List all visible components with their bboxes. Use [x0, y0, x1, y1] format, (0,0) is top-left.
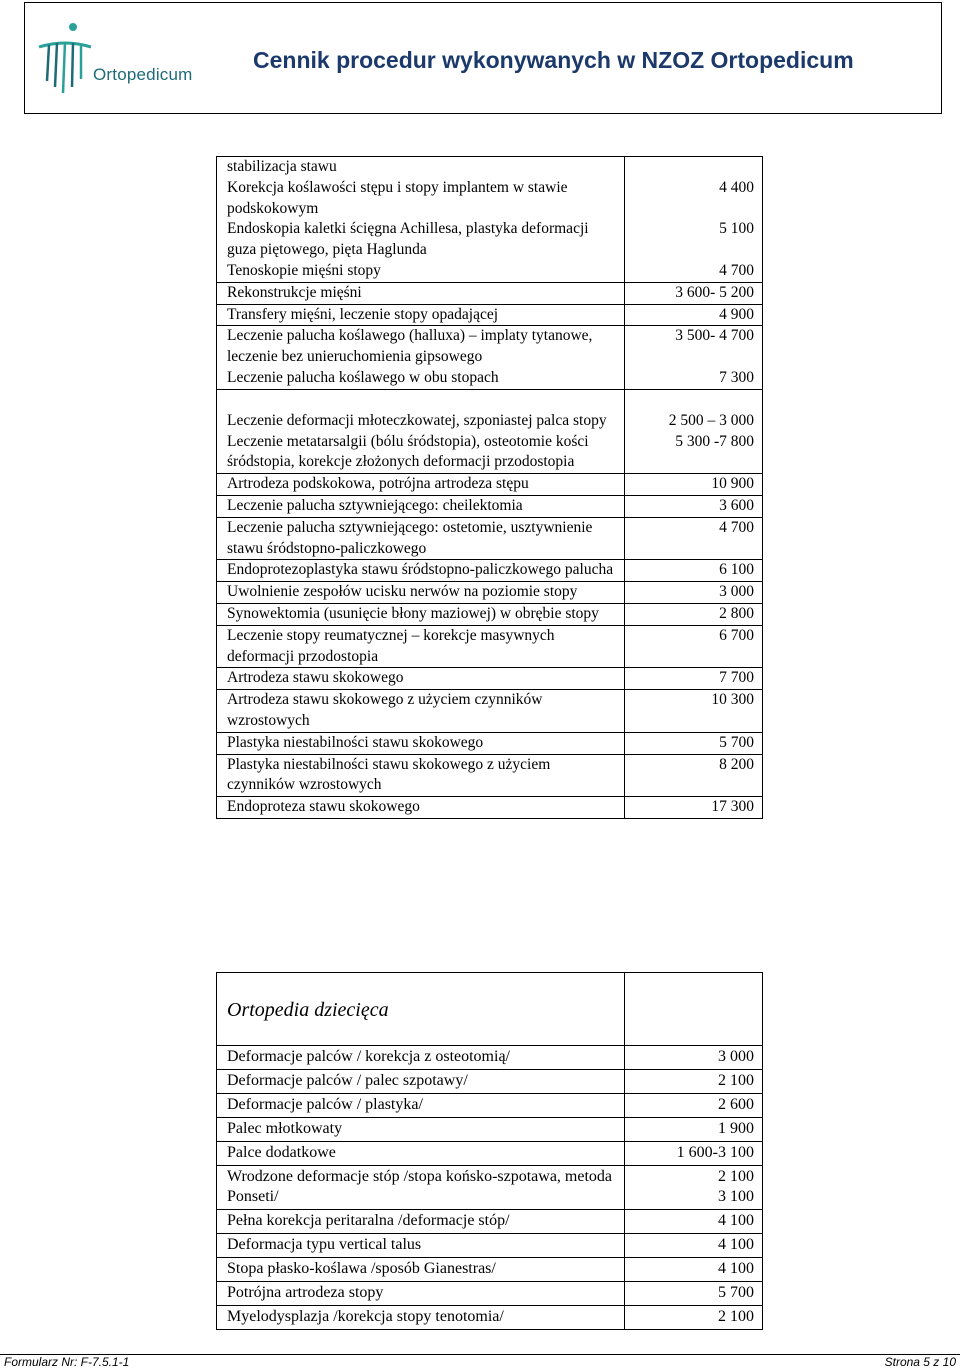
- footer-divider: [0, 1354, 960, 1355]
- table-row: [217, 1118, 763, 1142]
- procedure-price: [625, 1142, 763, 1166]
- table-row: [217, 157, 763, 178]
- procedure-name: Leczenie palucha koślawego w obu stopach: [217, 368, 625, 389]
- procedure-price: [625, 1118, 763, 1142]
- procedure-name: Endoproteza stawu skokowego: [217, 797, 625, 819]
- procedure-name: Potrójna artrodeza stopy: [217, 1282, 625, 1306]
- price-value: 1 600-3 100: [676, 1144, 754, 1161]
- procedure-price: [625, 1210, 763, 1234]
- procedure-name: Plastyka niestabilności stawu skokowego: [217, 732, 625, 754]
- table-row: [217, 1306, 763, 1330]
- procedure-name: Stopa płasko-koślawa /sposób Gianestras/: [217, 1258, 625, 1282]
- price-value: 2 100: [718, 1168, 754, 1185]
- procedure-name: Leczenie deformacji młoteczkowatej, szponiastej palca stopy: [217, 411, 625, 432]
- price-value: 3 000: [718, 1048, 754, 1065]
- procedure-price: 7 300: [625, 368, 763, 389]
- procedure-price: 4 900: [625, 304, 763, 326]
- spacer-row: [217, 389, 763, 411]
- table-row: [217, 625, 763, 668]
- pediatric-price-table: [216, 972, 763, 1330]
- spacer-cell: [625, 389, 763, 411]
- procedure-price: 6 700: [625, 625, 763, 668]
- procedure-name: Uwolnienie zespołów ucisku nerwów na poziomie stopy: [217, 582, 625, 604]
- procedure-name: Artrodeza stawu skokowego: [217, 668, 625, 690]
- procedures-price-table: [216, 156, 763, 819]
- table-row: [217, 178, 763, 220]
- procedure-price: 5 100: [625, 219, 763, 261]
- table-row: [217, 1258, 763, 1282]
- logo-text: Ortopedicum: [93, 65, 193, 84]
- table-row: [217, 326, 763, 368]
- procedure-name: Tenoskopie mięśni stopy: [217, 261, 625, 282]
- table-row: [217, 517, 763, 560]
- procedure-price: [625, 1282, 763, 1306]
- section-heading: Ortopedia dziecięca: [217, 973, 625, 1046]
- procedure-name: Synowektomia (usunięcie błony maziowej) w obrębie stopy: [217, 603, 625, 625]
- procedure-name: Artrodeza podskokowa, potrójna artrodeza stępu: [217, 474, 625, 496]
- procedure-price: 3 600- 5 200: [625, 282, 763, 304]
- procedure-price: 3 600: [625, 495, 763, 517]
- table-row: [217, 732, 763, 754]
- procedure-price: [625, 1258, 763, 1282]
- procedure-name: Leczenie metatarsalgii (bólu śródstopia), osteotomie kości śródstopia, korekcje złożonych deformacji przodostopia: [217, 432, 625, 474]
- table-row: [217, 261, 763, 282]
- price-value: 2 600: [718, 1096, 754, 1113]
- procedure-price: 5 300 -7 800: [625, 432, 763, 474]
- procedure-name: Leczenie palucha koślawego (halluxa) – implaty tytanowe, leczenie bez unieruchomienia gipsowego: [217, 326, 625, 368]
- procedure-price: [625, 1070, 763, 1094]
- table-row: [217, 282, 763, 304]
- page-header: [24, 2, 942, 114]
- procedure-price: 3 000: [625, 582, 763, 604]
- ortopedicum-logo: [35, 17, 215, 101]
- table-row: [217, 1210, 763, 1234]
- procedure-name: Palce dodatkowe: [217, 1142, 625, 1166]
- table-row: [217, 1142, 763, 1166]
- procedure-price: 4 400: [625, 178, 763, 220]
- procedure-name: Leczenie stopy reumatycznej – korekcje masywnych deformacji przodostopia: [217, 625, 625, 668]
- table-row: [217, 754, 763, 797]
- logo-mark-icon: [35, 17, 95, 101]
- price-value: 1 900: [718, 1120, 754, 1137]
- procedure-name: Artrodeza stawu skokowego z użyciem czynników wzrostowych: [217, 690, 625, 733]
- procedure-name: Leczenie palucha sztywniejącego: cheilektomia: [217, 495, 625, 517]
- procedure-name: Palec młotkowaty: [217, 1118, 625, 1142]
- procedure-price: 6 100: [625, 560, 763, 582]
- table-row: [217, 560, 763, 582]
- table-row: [217, 368, 763, 389]
- procedure-price: [625, 1166, 763, 1210]
- table-row: [217, 219, 763, 261]
- table-row: [217, 432, 763, 474]
- procedure-name: Deformacje palców / plastyka/: [217, 1094, 625, 1118]
- procedure-name: Endoskopia kaletki ścięgna Achillesa, plastyka deformacji guza piętowego, pięta Haglunda: [217, 219, 625, 261]
- procedure-price: [625, 1306, 763, 1330]
- procedure-price: [625, 1046, 763, 1070]
- procedure-price: 3 500- 4 700: [625, 326, 763, 368]
- table-row: [217, 495, 763, 517]
- price-value: 4 100: [718, 1260, 754, 1277]
- procedure-name: Endoprotezoplastyka stawu śródstopno-paliczkowego palucha: [217, 560, 625, 582]
- procedure-price: [625, 1094, 763, 1118]
- procedure-price: [625, 1234, 763, 1258]
- table-row: [217, 690, 763, 733]
- procedure-name: Transfery mięśni, leczenie stopy opadającej: [217, 304, 625, 326]
- section-heading-row: [217, 973, 763, 1046]
- heading-empty-cell: [625, 973, 763, 1046]
- table-row: [217, 411, 763, 432]
- table-row: [217, 603, 763, 625]
- procedure-price: 8 200: [625, 754, 763, 797]
- procedure-name: Pełna korekcja peritaralna /deformacje stóp/: [217, 1210, 625, 1234]
- table-row: [217, 1234, 763, 1258]
- procedure-name: Wrodzone deformacje stóp /stopa końsko-szpotawa, metoda Ponseti/: [217, 1166, 625, 1210]
- form-number: Formularz Nr: F-7.5.1-1: [4, 1355, 130, 1369]
- procedure-price: 10 300: [625, 690, 763, 733]
- table-row: [217, 1046, 763, 1070]
- price-value-secondary: 3 100: [718, 1188, 754, 1205]
- table-row: [217, 1094, 763, 1118]
- price-value: 5 700: [718, 1284, 754, 1301]
- table-row: [217, 668, 763, 690]
- procedure-price: 17 300: [625, 797, 763, 819]
- spacer-cell: [217, 389, 625, 411]
- price-value: 4 100: [718, 1236, 754, 1253]
- procedure-price: 2 500 – 3 000: [625, 411, 763, 432]
- page-title: Cennik procedur wykonywanych w NZOZ Ortopedicum: [253, 47, 854, 73]
- procedure-name: Leczenie palucha sztywniejącego: ostetomie, usztywnienie stawu śródstopno-paliczkowego: [217, 517, 625, 560]
- table-row: [217, 797, 763, 819]
- table-row: [217, 1070, 763, 1094]
- procedure-price: 7 700: [625, 668, 763, 690]
- procedure-name: Deformacje palców / palec szpotawy/: [217, 1070, 625, 1094]
- procedure-name: Plastyka niestabilności stawu skokowego z użyciem czynników wzrostowych: [217, 754, 625, 797]
- table-row: [217, 1282, 763, 1306]
- procedure-name: Myelodysplazja /korekcja stopy tenotomia/: [217, 1306, 625, 1330]
- procedure-name: Deformacja typu vertical talus: [217, 1234, 625, 1258]
- procedure-name: Korekcja koślawości stępu i stopy implantem w stawie podskokowym: [217, 178, 625, 220]
- table-row: [217, 1166, 763, 1210]
- table-row: [217, 474, 763, 496]
- procedure-name: stabilizacja stawu: [217, 157, 625, 178]
- price-value: 2 100: [718, 1308, 754, 1325]
- page-number: Strona 5 z 10: [884, 1355, 956, 1369]
- procedure-price: 10 900: [625, 474, 763, 496]
- procedure-price: 5 700: [625, 732, 763, 754]
- procedure-price: 4 700: [625, 517, 763, 560]
- procedure-name: Rekonstrukcje mięśni: [217, 282, 625, 304]
- price-value: 2 100: [718, 1072, 754, 1089]
- procedure-price: 4 700: [625, 261, 763, 282]
- table-row: [217, 304, 763, 326]
- table-row: [217, 582, 763, 604]
- procedure-price: 2 800: [625, 603, 763, 625]
- procedure-name: Deformacje palców / korekcja z osteotomią/: [217, 1046, 625, 1070]
- price-value: 4 100: [718, 1212, 754, 1229]
- procedure-price: [625, 157, 763, 178]
